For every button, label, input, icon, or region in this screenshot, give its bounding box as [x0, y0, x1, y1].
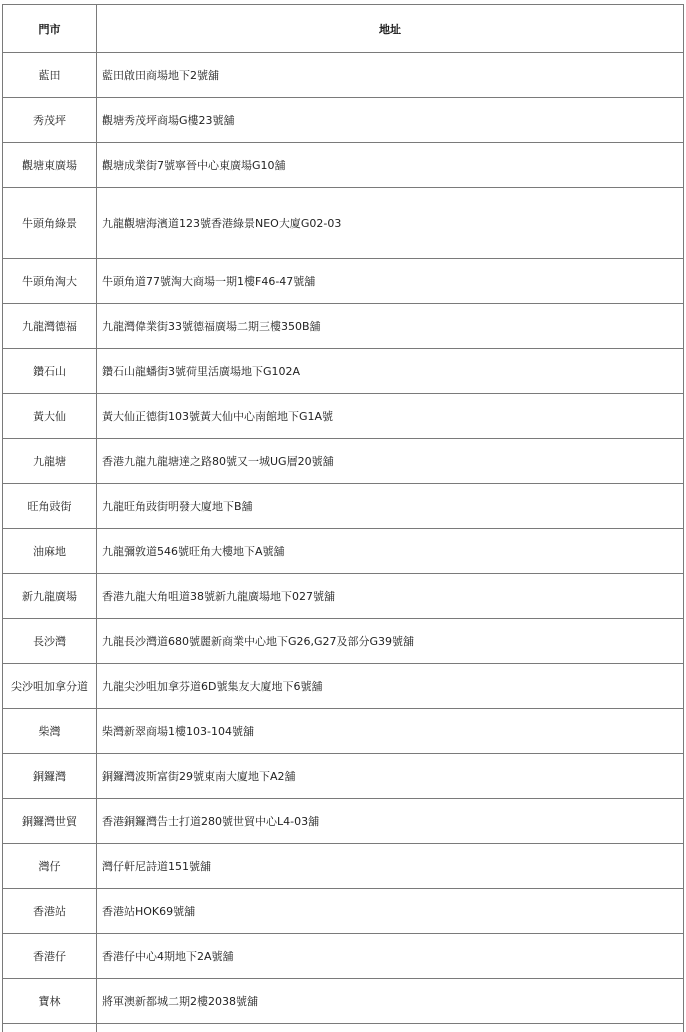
table-row [3, 799, 684, 844]
store-name-cell: 尖沙咀加拿分道 [3, 664, 97, 709]
store-name-cell: 九龍灣德福 [3, 304, 97, 349]
table-row [3, 664, 684, 709]
store-name-cell: 銅鑼灣世貿 [3, 799, 97, 844]
table-row [3, 889, 684, 934]
store-name-cell: 旺角豉街 [3, 484, 97, 529]
address-cell: 香港九龍九龍塘達之路80號又一城UG層20號舖 [97, 439, 684, 484]
address-column-header: 地址 [97, 5, 684, 53]
address-cell: 九龍旺角豉街明發大廈地下B舖 [97, 484, 684, 529]
address-cell: 九龍尖沙咀加拿芬道6D號集友大廈地下6號舖 [97, 664, 684, 709]
table-row [3, 934, 684, 979]
table-row [3, 98, 684, 143]
address-cell: 灣仔軒尼詩道151號舖 [97, 844, 684, 889]
address-cell: 九龍彌敦道546號旺角大樓地下A號舖 [97, 529, 684, 574]
table-row [3, 259, 684, 304]
address-cell: 香港站HOK69號舖 [97, 889, 684, 934]
header-row [3, 5, 684, 53]
address-cell [97, 1024, 684, 1032]
store-name-cell: 藍田 [3, 53, 97, 98]
address-cell: 觀塘成業街7號寧晉中心東廣場G10舖 [97, 143, 684, 188]
store-name-cell: 牛頭角淘大 [3, 259, 97, 304]
table-row [3, 574, 684, 619]
address-cell: 香港仔中心4期地下2A號舖 [97, 934, 684, 979]
table-row [3, 979, 684, 1024]
store-name-cell: 鑽石山 [3, 349, 97, 394]
store-name-cell: 銅鑼灣 [3, 754, 97, 799]
store-column-header: 門市 [3, 5, 97, 53]
table-row [3, 349, 684, 394]
table-row [3, 709, 684, 754]
store-name-cell: 油麻地 [3, 529, 97, 574]
address-cell: 銅鑼灣波斯富街29號東南大廈地下A2舖 [97, 754, 684, 799]
address-cell: 鑽石山龍蟠街3號荷里活廣場地下G102A [97, 349, 684, 394]
store-name-cell [3, 1024, 97, 1032]
store-name-cell: 黃大仙 [3, 394, 97, 439]
address-cell: 藍田啟田商場地下2號舖 [97, 53, 684, 98]
address-cell: 九龍長沙灣道680號麗新商業中心地下G26,G27及部分G39號舖 [97, 619, 684, 664]
table-row [3, 844, 684, 889]
table-row [3, 53, 684, 98]
address-cell: 香港九龍大角咀道38號新九龍廣場地下027號舖 [97, 574, 684, 619]
table-row [3, 529, 684, 574]
table-row [3, 394, 684, 439]
store-name-cell: 觀塘東廣場 [3, 143, 97, 188]
address-cell: 黃大仙正德街103號黃大仙中心南館地下G1A號 [97, 394, 684, 439]
store-name-cell: 寶林 [3, 979, 97, 1024]
store-name-cell: 牛頭角綠景 [3, 188, 97, 259]
store-table [2, 4, 684, 1032]
table-row [3, 304, 684, 349]
address-cell: 九龍觀塘海濱道123號香港綠景NEO大廈G02-03 [97, 188, 684, 259]
store-name-cell: 九龍塘 [3, 439, 97, 484]
table-row [3, 484, 684, 529]
store-name-cell: 秀茂坪 [3, 98, 97, 143]
address-cell: 香港銅鑼灣告士打道280號世貿中心L4-03舖 [97, 799, 684, 844]
table-row [3, 619, 684, 664]
address-cell: 牛頭角道77號淘大商場一期1樓F46-47號舖 [97, 259, 684, 304]
store-name-cell: 香港站 [3, 889, 97, 934]
table-row [3, 439, 684, 484]
address-cell: 觀塘秀茂坪商場G樓23號舖 [97, 98, 684, 143]
address-cell: 柴灣新翠商場1樓103-104號舖 [97, 709, 684, 754]
store-name-cell: 柴灣 [3, 709, 97, 754]
table-row-partial [3, 1024, 684, 1032]
store-name-cell: 香港仔 [3, 934, 97, 979]
store-name-cell: 新九龍廣場 [3, 574, 97, 619]
table-row [3, 143, 684, 188]
table-row [3, 754, 684, 799]
store-name-cell: 長沙灣 [3, 619, 97, 664]
address-cell: 將軍澳新都城二期2樓2038號舖 [97, 979, 684, 1024]
store-name-cell: 灣仔 [3, 844, 97, 889]
table-row [3, 188, 684, 259]
address-cell: 九龍灣偉業街33號德福廣場二期三樓350B舖 [97, 304, 684, 349]
